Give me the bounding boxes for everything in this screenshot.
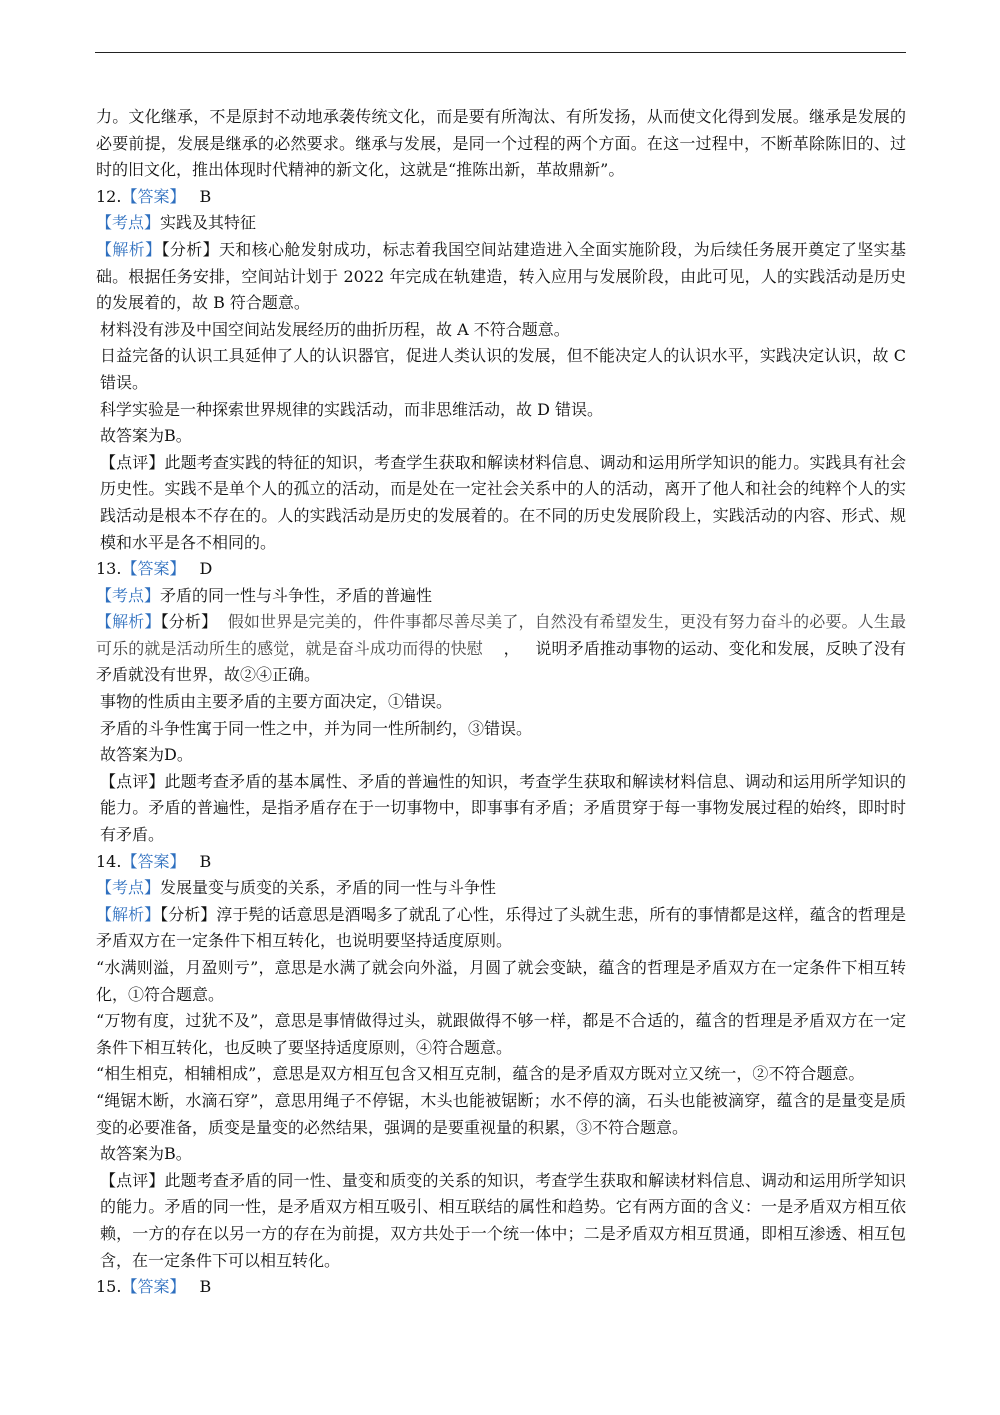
point-tag: 【考点】	[96, 585, 161, 605]
document-body	[96, 104, 906, 1301]
fenxi-tag: 【分析】	[160, 904, 217, 924]
analysis-tag: 【解析】	[96, 239, 162, 259]
q13-line-1: 事物的性质由主要矛盾的主要方面决定，①错误。	[100, 692, 453, 712]
q14-answer-line	[96, 849, 906, 876]
answer-tag: 【答案】	[121, 559, 186, 579]
q13-comment-text: 此题考查矛盾的基本属性、矛盾的普遍性的知识，考查学生获取和解读材料信息、调动和运用所学知识的能力。矛盾的普遍性，是指矛盾存在于一切事物中，即事事有矛盾；矛盾贯穿于每一事物发展过程的始终，即时时有矛盾。	[100, 771, 906, 845]
q12-number: 12.	[96, 186, 122, 206]
q14-comment-text: 此题考查矛盾的同一性、量变和质变的关系的知识，考查学生获取和解读材料信息、调动和运用所学知识的能力。矛盾的同一性，是矛盾双方相互吸引、相互联结的属性和趋势。它有两方面的含义：一是矛盾双方相互依赖，一方的存在以另一方的存在为前提，双方共处于一个统一体中；二是矛盾双方相互贯通，即相互渗透、相互包含，在一定条件下可以相互转化。	[100, 1170, 906, 1270]
q14-line-1: “水满则溢，月盈则亏”，意思是水满了就会向外溢，月圆了就会变缺，蕴含的哲理是矛盾双方在一定条件下相互转化，①符合题意。	[96, 958, 906, 1004]
answer-tag: 【答案】	[121, 186, 186, 206]
comment-tag: 【点评】	[100, 1170, 165, 1190]
q14-analysis	[96, 902, 906, 955]
q13-number: 13.	[96, 559, 122, 579]
q12-point-line	[96, 210, 906, 237]
fenxi-tag: 【分析】	[160, 612, 218, 632]
q14-analysis-text: 淳于髡的话意思是酒喝多了就乱了心性，乐得过了头就生悲，所有的事情都是这样，蕴含的哲理是矛盾双方在一定条件下相互转化，也说明要坚持适度原则。	[96, 904, 906, 951]
comment-tag: 【点评】	[100, 452, 165, 472]
q13-quote: 假如世界是完美的，件件事都尽善尽美了，自然没有希望发生，更没有努力奋斗的必要。人生最可乐的就是活动所生的感觉，就是奋斗成功而得的快慰	[96, 612, 906, 658]
q14-number: 14.	[96, 851, 122, 871]
fenxi-tag: 【分析】	[161, 239, 219, 259]
q12-comment-text: 此题考查实践的特征的知识，考查学生获取和解读材料信息、调动和运用所学知识的能力。实践具有社会历史性。实践不是单个人的孤立的活动，而是处在一定社会关系中的人的活动，离开了他人和社会的纯粹个人的实践活动是根本不存在的。人的实践活动是历史的发展着的。在不同的历史发展阶段上，实践活动的内容、形式、规模和水平是各不相同的。	[100, 452, 906, 552]
q13-answer-line	[96, 556, 906, 583]
header-rule	[95, 52, 906, 53]
analysis-tag: 【解析】	[96, 612, 161, 632]
intro-paragraph: 力。文化继承，不是原封不动地承袭传统文化，而是要有所淘汰、有所发扬，从而使文化得到发展。继承是发展的必要前提，发展是继承的必然要求。继承与发展，是同一个过程的两个方面。在这一过程中，不断革除陈旧的、过时的旧文化，推出体现时代精神的新文化，这就是“推陈出新，革故鼎新”。	[96, 107, 906, 180]
q14-point-line	[96, 875, 906, 902]
q13-analysis-text: 说明矛盾推动事物的运动、变化和发展，反映了没有矛盾就没有世界，故②④正确。	[96, 638, 906, 685]
q13-analysis: 【解析】【分析】 假如世界是完美的，件件事都尽善尽美了，自然没有希望发生，更没有努力奋斗的必要。人生最可乐的就是活动所生的感觉，就是奋斗成功而得的快慰 ， 说明矛盾推动事物的运动、变化和发展，反映了没有矛盾就没有世界，故②④正确。	[96, 612, 906, 685]
q14-line-3: “绳锯木断，水滴石穿”，意思用绳子不停锯，木头也能被锯断；水不停的滴，石头也能被滴穿，蕴含的是量变是质变的必要准备，质变是量变的必然结果，强调的是要重视量的积累，③不符合题意。	[96, 1090, 906, 1137]
q14-point: 发展量变与质变的关系，矛盾的同一性与斗争性	[160, 878, 497, 898]
q14-conclusion: 故答案为B。	[100, 1144, 192, 1164]
q13-line-3: 矛盾的斗争性寓于同一性之中，并为同一性所制约，③错误。	[100, 718, 533, 738]
q13-conclusion: 故答案为D。	[100, 745, 193, 765]
q12-line-d: 科学实验是一种探索世界规律的实践活动，而非思维活动，故 D 错误。	[100, 399, 604, 419]
answer-tag: 【答案】	[121, 851, 186, 871]
analysis-tag: 【解析】	[96, 904, 161, 924]
q12-conclusion: 故答案为B。	[100, 426, 192, 446]
answer-tag: 【答案】	[121, 1277, 186, 1297]
q12-analysis-text: 天和核心舱发射成功，标志着我国空间站建造进入全面实施阶段，为后续任务展开奠定了坚实基础。根据任务安排，空间站计划于 2022 年完成在轨建造，转入应用与发展阶段，由此可见，人的实践活动是历史的发展着的，故 B 符合题意。	[96, 239, 906, 313]
q12-line-c: 日益完备的认识工具延伸了人的认识器官，促进人类认识的发展，但不能决定人的认识水平，实践决定认识，故 C 错误。	[100, 346, 906, 392]
q12-comment	[96, 450, 906, 556]
q13-answer: D	[199, 559, 213, 579]
q12-point: 实践及其特征	[160, 213, 257, 233]
q14-answer: B	[199, 851, 212, 871]
q12-line-a: 材料没有涉及中国空间站发展经历的曲折历程，故 A 不符合题意。	[100, 319, 570, 339]
comment-tag: 【点评】	[100, 771, 165, 791]
q12-answer-line	[96, 184, 906, 211]
q14-line-2: “相生相克，相辅相成”，意思是双方相互包含又相互克制，蕴含的是矛盾双方既对立又统一，②不符合题意。	[96, 1064, 865, 1084]
q13-point: 矛盾的同一性与斗争性，矛盾的普遍性	[160, 585, 433, 605]
q15-number: 15.	[96, 1277, 122, 1297]
q13-point-line	[96, 583, 906, 610]
point-tag: 【考点】	[96, 878, 161, 898]
q15-answer-line	[96, 1274, 906, 1301]
q14-comment	[96, 1168, 906, 1274]
q14-line-4: “万物有度，过犹不及”，意思是事情做得过头，就跟做得不够一样，都是不合适的，蕴含的哲理是矛盾双方在一定条件下相互转化，也反映了要坚持适度原则，④符合题意。	[96, 1011, 906, 1057]
q12-answer: B	[199, 186, 212, 206]
q12-analysis	[96, 237, 906, 317]
q13-comment	[96, 769, 906, 849]
q15-answer: B	[199, 1277, 212, 1297]
point-tag: 【考点】	[96, 213, 161, 233]
